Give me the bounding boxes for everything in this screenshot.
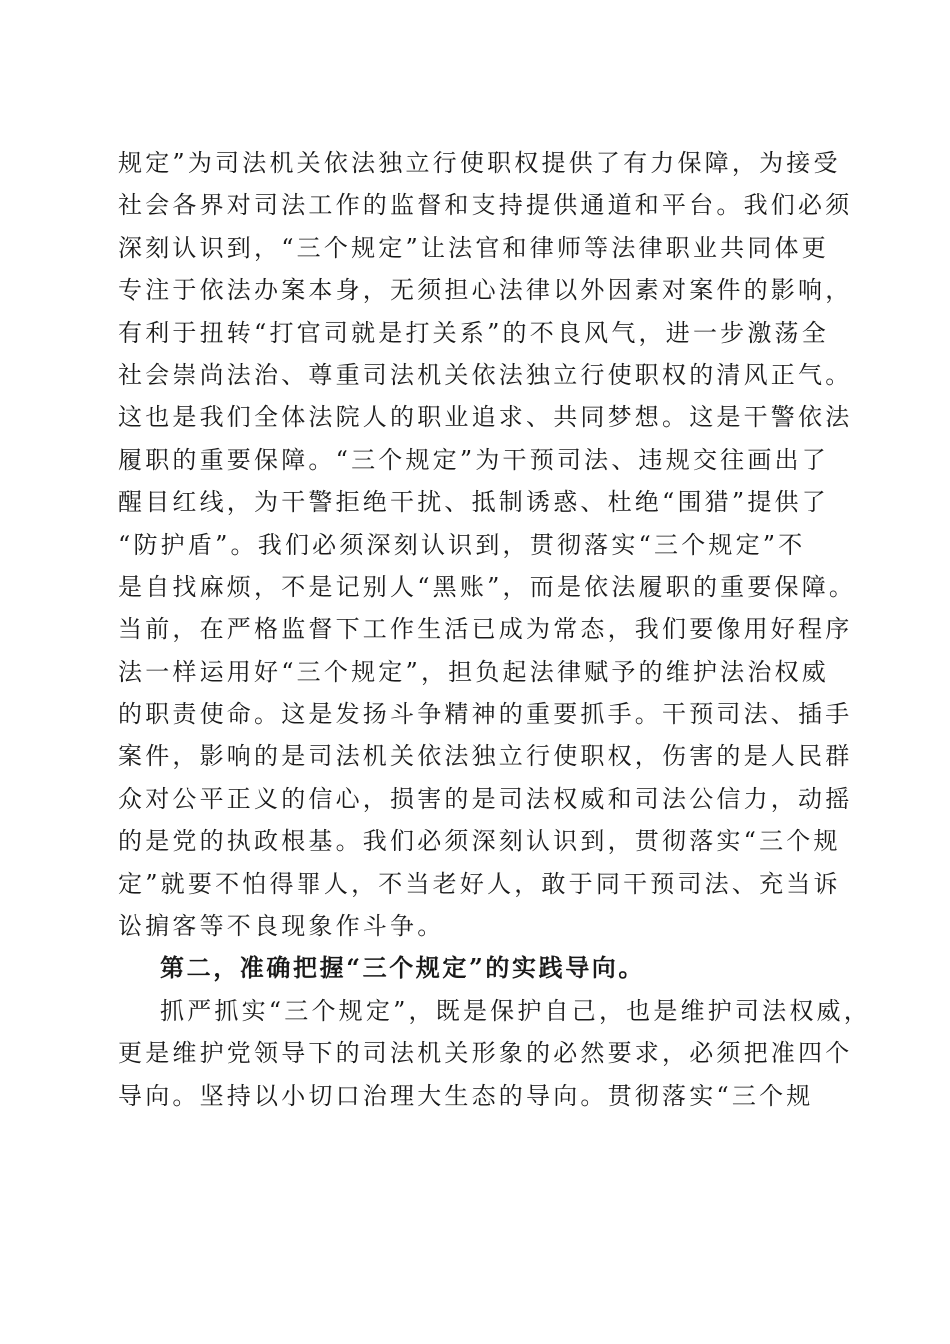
text-line: 深刻认识到，“三个规定”让法官和律师等法律职业共同体更 — [118, 233, 829, 262]
text-line: 的是党的执政根基。我们必须深刻认识到，贯彻落实“三个规 — [118, 827, 841, 856]
text-line: 众对公平正义的信心，损害的是司法权威和司法公信力，动摇 — [118, 784, 853, 813]
text-line: 这也是我们全体法院人的职业追求、共同梦想。这是干警依法 — [118, 403, 853, 432]
body-text — [118, 142, 871, 1117]
text-line: “防护盾”。我们必须深刻认识到，贯彻落实“三个规定”不 — [118, 530, 806, 559]
text-line: 当前，在严格监督下工作生活已成为常态，我们要像用好程序 — [118, 615, 853, 644]
text-line: 案件，影响的是司法机关依法独立行使职权，伤害的是人民群 — [118, 742, 853, 771]
text-line: 的职责使命。这是发扬斗争精神的重要抓手。干预司法、插手 — [118, 700, 853, 729]
text-line: 有利于扭转“打官司就是打关系”的不良风气，进一步激荡全 — [118, 318, 829, 347]
text-line: 专注于依法办案本身，无须担心法律以外因素对案件的影响， — [118, 276, 853, 305]
text-line: 社会崇尚法治、尊重司法机关依法独立行使职权的清风正气。 — [118, 360, 853, 389]
text-line: 是自找麻烦，不是记别人“黑账”，而是依法履职的重要保障。 — [118, 572, 857, 601]
section-heading: 第二，准确把握“三个规定”的实践导向。 — [160, 953, 646, 983]
text-line: 更是维护党领导下的司法机关形象的必然要求，必须把准四个 — [118, 1039, 853, 1068]
text-line: 导向。坚持以小切口治理大生态的导向。贯彻落实“三个规 — [118, 1081, 814, 1110]
text-line: 抓严抓实“三个规定”，既是保护自己，也是维护司法权威， — [160, 996, 871, 1025]
text-line: 履职的重要保障。“三个规定”为干预司法、违规交往画出了 — [118, 445, 829, 474]
text-line: 规定”为司法机关依法独立行使职权提供了有力保障，为接受 — [118, 149, 841, 177]
text-line: 醒目红线，为干警拒绝干扰、抵制诱惑、杜绝“围猎”提供了 — [118, 488, 829, 517]
text-line: 法一样运用好“三个规定”，担负起法律赋予的维护法治权威 — [118, 657, 829, 686]
text-line: 定”就要不怕得罪人，不当老好人，敢于同干预司法、充当诉 — [118, 869, 841, 898]
text-line: 讼掮客等不良现象作斗争。 — [118, 912, 445, 941]
text-line: 社会各界对司法工作的监督和支持提供通道和平台。我们必须 — [118, 191, 853, 220]
